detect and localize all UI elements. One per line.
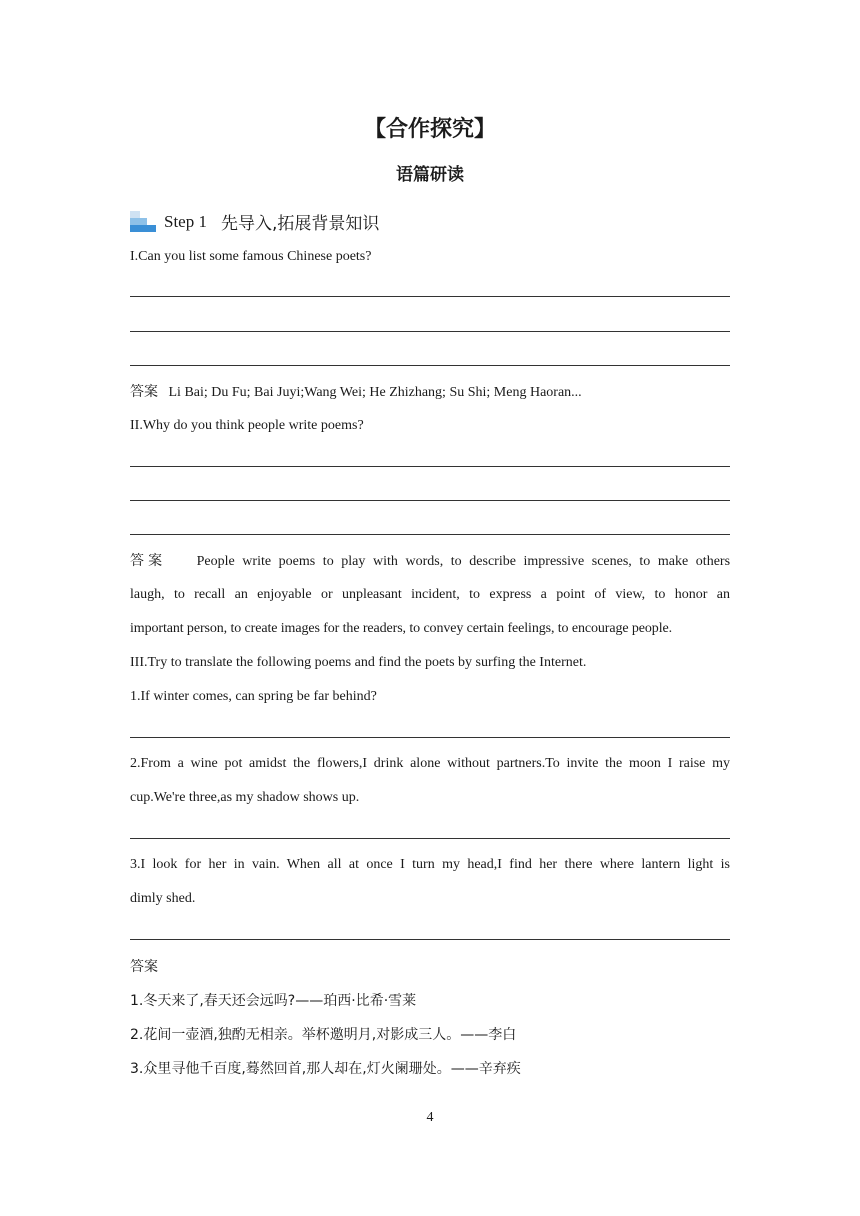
question-3: III.Try to translate the following poems and find the poets by surfing the Internet.: [130, 655, 587, 670]
answer-line: [130, 939, 730, 940]
answer-text: People write poems to play with words, to describe impressive scenes, to make others: [196, 554, 731, 569]
answer-1: [130, 382, 730, 403]
section-subtitle: 语篇研读: [396, 165, 464, 185]
step-number: Step 1: [164, 211, 207, 231]
answer-text: Li Bai; Du Fu; Bai Juyi;Wang Wei; He Zhizhang; Su Shi; Meng Haoran...: [168, 385, 582, 400]
answer-3-item-1: 1.冬天来了,春天还会远吗?——珀西·比希·雪莱: [130, 993, 417, 1009]
question-2: II.Why do you think people write poems?: [130, 418, 364, 433]
poem-item-3-line-1: 3.I look for her in vain. When all at once I turn my head,I find her there where lantern light is: [130, 857, 730, 872]
step-bars-icon: [130, 211, 156, 233]
answer-label: 答案: [130, 553, 167, 569]
poem-item-3-line-2: dimly shed.: [130, 891, 196, 906]
answer-3-item-2: 2.花间一壶酒,独酌无相亲。举杯邀明月,对影成三人。——李白: [130, 1027, 517, 1043]
answer-line: [130, 365, 730, 366]
step-title: 先导入,拓展背景知识: [220, 214, 380, 234]
answer-line: [130, 331, 730, 332]
answer-line: [130, 466, 730, 467]
step-heading: [130, 209, 379, 234]
answer-2-line-1: [130, 551, 730, 572]
page-title: 【合作探究】: [363, 117, 496, 142]
answer-line: [130, 296, 730, 297]
answer-line: [130, 500, 730, 501]
answer-3-item-3: 3.众里寻他千百度,蓦然回首,那人却在,灯火阑珊处。——辛弃疾: [130, 1061, 521, 1077]
answer-2-line-2: laugh, to recall an enjoyable or unpleasant incident, to express a point of view, to honor an: [130, 587, 730, 602]
answer-line: [130, 838, 730, 839]
answer-line: [130, 737, 730, 738]
poem-item-2-line-1: 2.From a wine pot amidst the flowers,I drink alone without partners.To invite the moon I raise my: [130, 756, 730, 771]
question-1: I.Can you list some famous Chinese poets?: [130, 249, 372, 264]
page-number: 4: [426, 1110, 434, 1125]
answer-3-label: 答案: [130, 959, 158, 975]
poem-item-1: 1.If winter comes, can spring be far behind?: [130, 689, 377, 704]
answer-2-line-3: important person, to create images for the readers, to convey certain feelings, to encourage people.: [130, 621, 672, 636]
poem-item-2-line-2: cup.We're three,as my shadow shows up.: [130, 790, 360, 805]
answer-line: [130, 534, 730, 535]
answer-label: 答案: [130, 384, 158, 400]
